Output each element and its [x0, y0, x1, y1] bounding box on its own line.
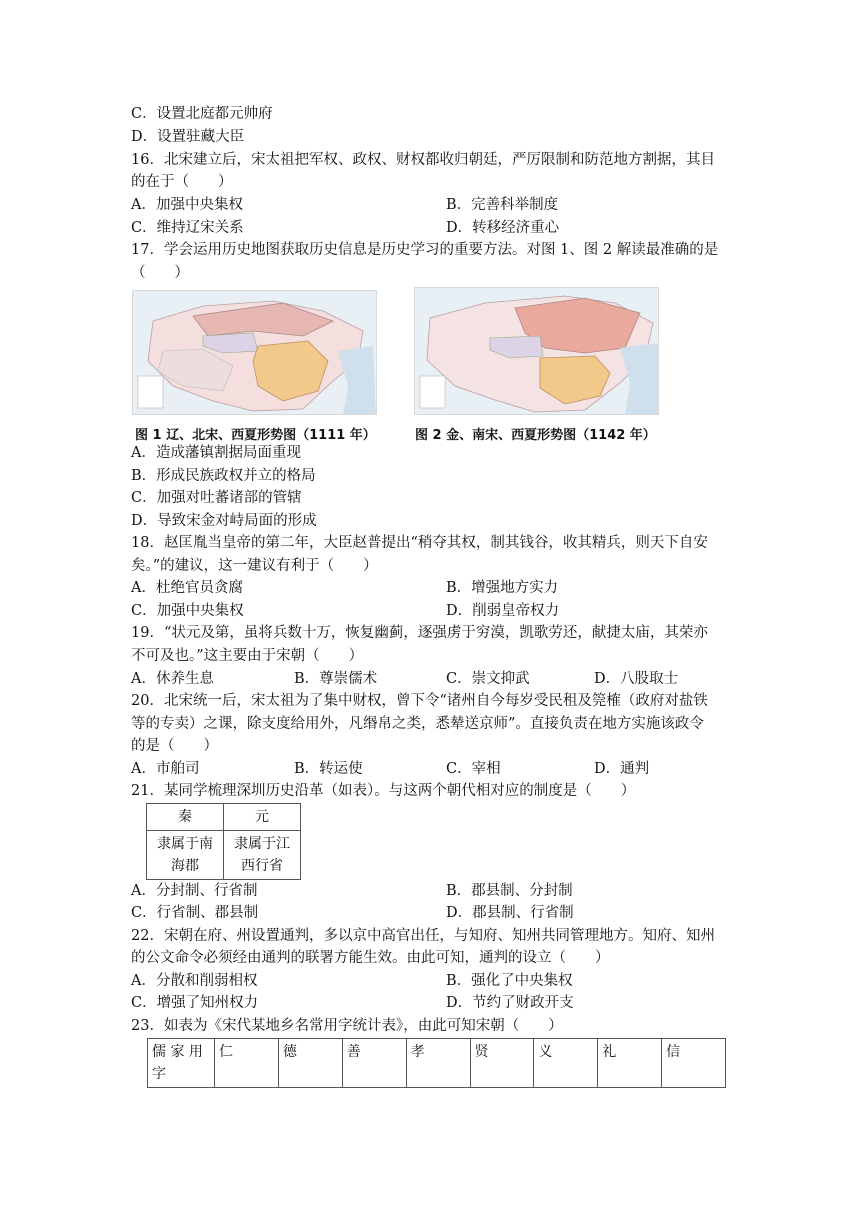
q16-option-b: B．完善科举制度 — [446, 197, 559, 213]
q19-option-b: B．尊崇儒术 — [294, 671, 378, 687]
q18-option-d: D．削弱皇帝权力 — [446, 603, 560, 619]
q23-stem: 23．如表为《宋代某地乡名常用字统计表》，由此可知宋朝（ ） — [131, 1018, 563, 1034]
q23-char-xiao: 孝 — [406, 1039, 470, 1088]
q22-option-b: B．强化了中央集权 — [446, 973, 573, 989]
q21-header-yuan: 元 — [224, 804, 301, 831]
q23-char-xian: 贤 — [470, 1039, 534, 1088]
q23-character-table — [147, 1038, 726, 1088]
q21-cell-yuan: 隶属于江 西行省 — [224, 831, 301, 880]
q17-option-a: A．造成藩镇割据局面重现 — [131, 445, 301, 461]
q20-option-c: C．宰相 — [446, 761, 501, 777]
q22-option-d: D．节约了财政开支 — [446, 995, 574, 1011]
q17-stem-line2: （ ） — [131, 265, 189, 281]
q22-option-a: A．分散和削弱相权 — [131, 973, 258, 989]
q22-stem-line2: 的公文命令必须经由通判的联署方能生效。由此可知，通判的设立（ ） — [131, 950, 610, 966]
q23-char-yi: 义 — [534, 1039, 598, 1088]
q17-stem-line1: 17．学会运用历史地图获取历史信息是历史学习的重要方法。对图 1、图 2 解读最准确的是 — [131, 242, 719, 258]
q16-option-c: C．维持辽宋关系 — [131, 220, 244, 236]
figure-2-caption: 图 2 金、南宋、西夏形势图（1142 年） — [415, 428, 656, 443]
q21-header-qin: 秦 — [147, 804, 224, 831]
q20-option-a: A．市舶司 — [131, 761, 200, 777]
q16-stem-line1: 16．北宋建立后，宋太祖把军权、政权、财权都收归朝廷，严厉限制和防范地方割据，其目 — [131, 152, 715, 168]
q21-option-d: D．郡县制、行省制 — [446, 905, 574, 921]
q20-stem-line3: 的是（ ） — [131, 738, 218, 754]
q20-option-d: D．通判 — [594, 761, 650, 777]
q16-option-d: D．转移经济重心 — [446, 220, 560, 236]
q22-stem-line1: 22．宋朝在府、州设置通判，多以京中高官出任，与知府、知州共同管理地方。知府、知州 — [131, 928, 715, 944]
q18-stem-line1: 18．赵匡胤当皇帝的第二年，大臣赵普提出“稍夺其权，制其钱谷，收其精兵，则天下自安 — [131, 535, 708, 551]
figure-2-map — [414, 287, 659, 415]
q17-option-c: C．加强对吐蕃诸部的管辖 — [131, 490, 302, 506]
q21-history-table — [146, 803, 301, 880]
q18-option-a: A．杜绝官员贪腐 — [131, 580, 243, 596]
q19-stem-line1: 19．“状元及第，虽将兵数十万，恢复幽蓟，逐强虏于穷漠，凯歌劳还，献捷太庙，其荣亦 — [131, 625, 708, 641]
q23-char-shan: 善 — [342, 1039, 406, 1088]
q16-stem-line2: 的在于（ ） — [131, 174, 233, 190]
figure-1-map — [132, 290, 377, 415]
q21-option-c: C．行省制、郡县制 — [131, 905, 259, 921]
q21-stem: 21．某同学梳理深圳历史沿革（如表）。与这两个朝代相对应的制度是（ ） — [131, 783, 636, 799]
q23-char-ren: 仁 — [215, 1039, 279, 1088]
q19-option-a: A．休养生息 — [131, 671, 214, 687]
q21-option-a: A．分封制、行省制 — [131, 883, 258, 899]
figure-1-caption: 图 1 辽、北宋、西夏形势图（1111 年） — [135, 428, 376, 443]
q18-option-c: C．加强中央集权 — [131, 603, 244, 619]
q17-option-b: B．形成民族政权并立的格局 — [131, 468, 316, 484]
q15-option-c: C．设置北庭都元帅府 — [131, 106, 273, 122]
q18-option-b: B．增强地方实力 — [446, 580, 559, 596]
q23-char-de: 德 — [278, 1039, 342, 1088]
q23-row-head: 儒 家 用 字 — [148, 1039, 215, 1088]
q22-option-c: C．增强了知州权力 — [131, 995, 259, 1011]
q19-stem-line2: 不可及也。”这主要由于宋朝（ ） — [131, 648, 364, 664]
q18-stem-line2: 矣。”的建议，这一建议有利于（ ） — [131, 558, 378, 574]
q19-option-c: C．崇文抑武 — [446, 671, 530, 687]
q20-stem-line1: 20．北宋统一后，宋太祖为了集中财权，曾下令“诸州自今每岁受民租及筦榷（政府对盐铁 — [131, 693, 708, 709]
q23-char-li: 礼 — [598, 1039, 662, 1088]
q19-option-d: D．八股取士 — [594, 671, 679, 687]
q17-option-d: D．导致宋金对峙局面的形成 — [131, 513, 317, 529]
q15-option-d: D．设置驻藏大臣 — [131, 129, 245, 145]
q23-char-xin: 信 — [662, 1039, 726, 1088]
q20-option-b: B．转运使 — [294, 761, 363, 777]
q20-stem-line2: 等的专卖）之课，除支度给用外，凡缗帛之类，悉辇送京师”。直接负责在地方实施该政令 — [131, 716, 704, 732]
q21-option-b: B．郡县制、分封制 — [446, 883, 573, 899]
q16-option-a: A．加强中央集权 — [131, 197, 243, 213]
q21-cell-qin: 隶属于南 海郡 — [147, 831, 224, 880]
